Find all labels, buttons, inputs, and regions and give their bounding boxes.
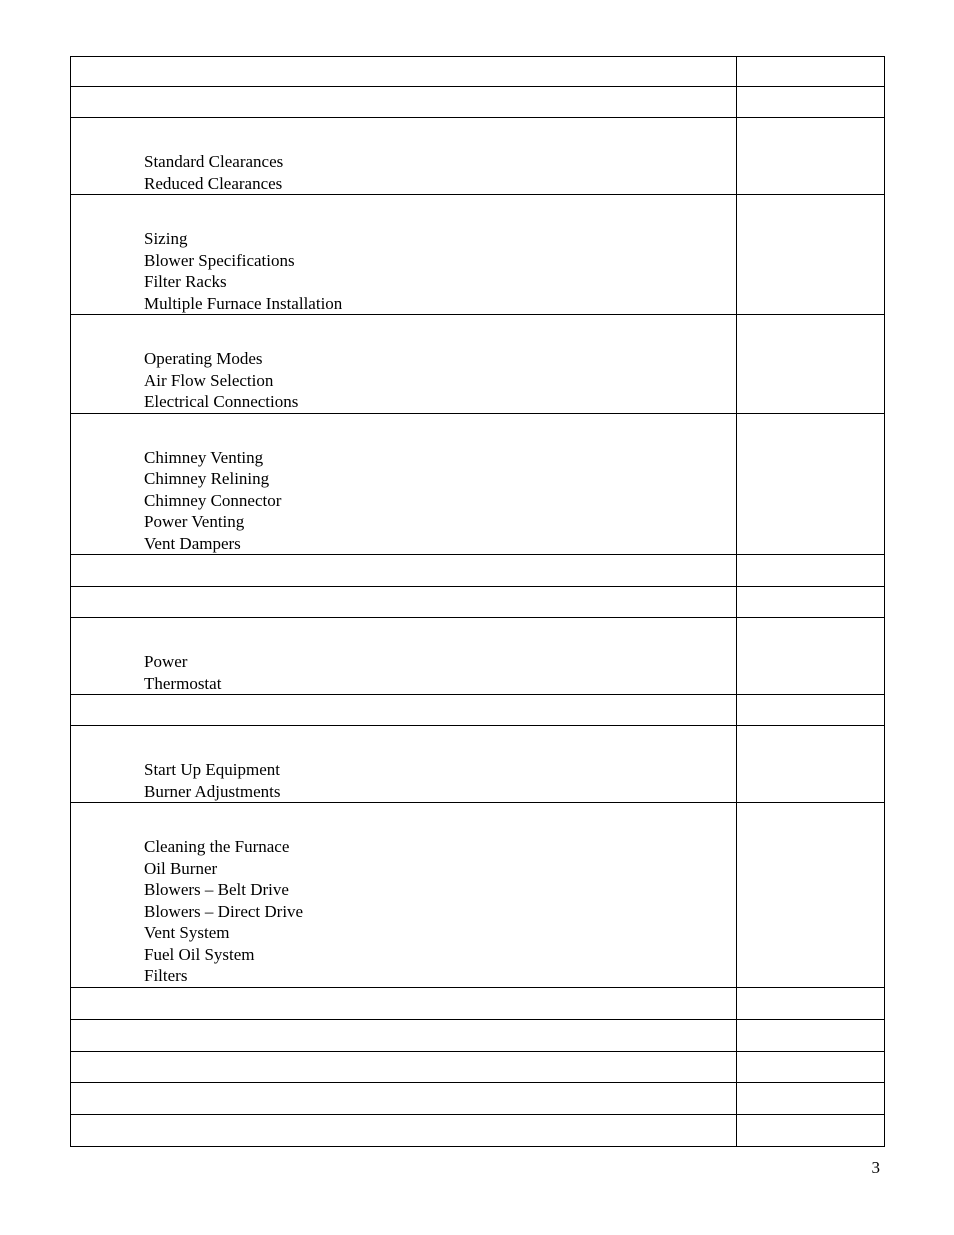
toc-page-cell <box>737 987 885 1019</box>
toc-section-cell <box>71 587 737 618</box>
toc-section-cell <box>71 195 737 315</box>
toc-subsection-item: Power Venting <box>144 512 245 531</box>
toc-subsection-item: Operating Modes <box>144 349 263 368</box>
toc-page-cell <box>737 195 885 315</box>
toc-subsection-item: Standard Clearances <box>144 152 284 171</box>
toc-subsection-item: Chimney Venting <box>144 447 264 467</box>
toc-page-cell <box>737 87 885 118</box>
toc-page-cell <box>737 1051 885 1082</box>
toc-section-cell <box>71 1051 737 1082</box>
toc-subsection-list <box>71 118 736 194</box>
toc-section-cell <box>71 1082 737 1114</box>
toc-subsection-item: Chimney Connector <box>144 490 282 510</box>
toc-row <box>71 195 885 315</box>
toc-page-cell <box>737 695 885 726</box>
toc-row <box>71 1082 885 1114</box>
toc-section-cell <box>71 315 737 414</box>
toc-section-cell <box>71 87 737 118</box>
toc-row <box>71 57 885 87</box>
toc-subsection-item: Multiple Furnace Installation <box>144 293 343 313</box>
toc-section-cell <box>71 726 737 803</box>
toc-row <box>71 587 885 618</box>
toc-subsection-item: Start Up Equipment <box>144 760 280 779</box>
toc-subsection-item: Thermostat <box>144 673 222 693</box>
toc-section-cell <box>71 987 737 1019</box>
toc-subsection-item: Blowers – Belt Drive <box>144 880 289 899</box>
toc-subsection-item: Oil Burner <box>144 858 218 878</box>
toc-subsection-item: Blower Specifications <box>144 250 295 270</box>
toc-page-cell <box>737 555 885 587</box>
toc-subsection-item: Sizing <box>144 229 188 248</box>
toc-subsection-item: Reduced Clearances <box>144 173 283 193</box>
toc-row <box>71 726 885 803</box>
toc-subsection-list <box>71 315 736 413</box>
toc-page-cell <box>737 315 885 414</box>
toc-row <box>71 555 885 587</box>
toc-row <box>71 695 885 726</box>
toc-section-cell <box>71 618 737 695</box>
toc-row <box>71 618 885 695</box>
toc-row <box>71 87 885 118</box>
toc-subsection-item: Cleaning the Furnace <box>144 837 290 856</box>
toc-row <box>71 1114 885 1146</box>
page-number: 3 <box>871 1158 880 1177</box>
toc-subsection-item: Blowers – Direct Drive <box>144 901 304 921</box>
table-of-contents <box>70 56 885 1147</box>
toc-subsection-list <box>71 726 736 802</box>
toc-section-cell <box>71 413 737 555</box>
toc-subsection-list <box>71 803 736 987</box>
toc-subsection-item: Filters <box>144 966 188 985</box>
toc-page-cell <box>737 1114 885 1146</box>
toc-subsection-list <box>71 414 736 555</box>
toc-subsection-item: Vent Dampers <box>144 533 241 553</box>
toc-row <box>71 118 885 195</box>
toc-section-cell <box>71 1114 737 1146</box>
toc-subsection-item: Vent System <box>144 923 230 942</box>
toc-page-cell <box>737 57 885 87</box>
toc-row <box>71 413 885 555</box>
toc-subsection-item: Burner Adjustments <box>144 781 281 801</box>
toc-subsection-item: Fuel Oil System <box>144 944 255 964</box>
toc-row <box>71 315 885 414</box>
toc-row <box>71 1051 885 1082</box>
toc-section-cell <box>71 555 737 587</box>
toc-page-cell <box>737 413 885 555</box>
toc-subsection-item: Chimney Relining <box>144 469 270 488</box>
toc-subsection-list <box>71 195 736 314</box>
toc-section-cell <box>71 803 737 988</box>
toc-page-cell <box>737 618 885 695</box>
toc-subsection-list <box>71 618 736 694</box>
toc-subsection-item: Air Flow Selection <box>144 370 274 390</box>
toc-body <box>71 57 885 1147</box>
toc-section-cell <box>71 695 737 726</box>
toc-section-cell <box>71 1019 737 1051</box>
toc-section-cell <box>71 118 737 195</box>
toc-row <box>71 803 885 988</box>
toc-row <box>71 987 885 1019</box>
toc-page-cell <box>737 726 885 803</box>
toc-page-cell <box>737 587 885 618</box>
toc-subsection-item: Electrical Connections <box>144 392 299 411</box>
toc-subsection-item: Filter Racks <box>144 272 227 291</box>
toc-section-cell <box>71 57 737 87</box>
toc-page-cell <box>737 1082 885 1114</box>
toc-subsection-item: Power <box>144 652 188 671</box>
toc-page-cell <box>737 118 885 195</box>
toc-row <box>71 1019 885 1051</box>
toc-page-cell <box>737 803 885 988</box>
toc-page-cell <box>737 1019 885 1051</box>
